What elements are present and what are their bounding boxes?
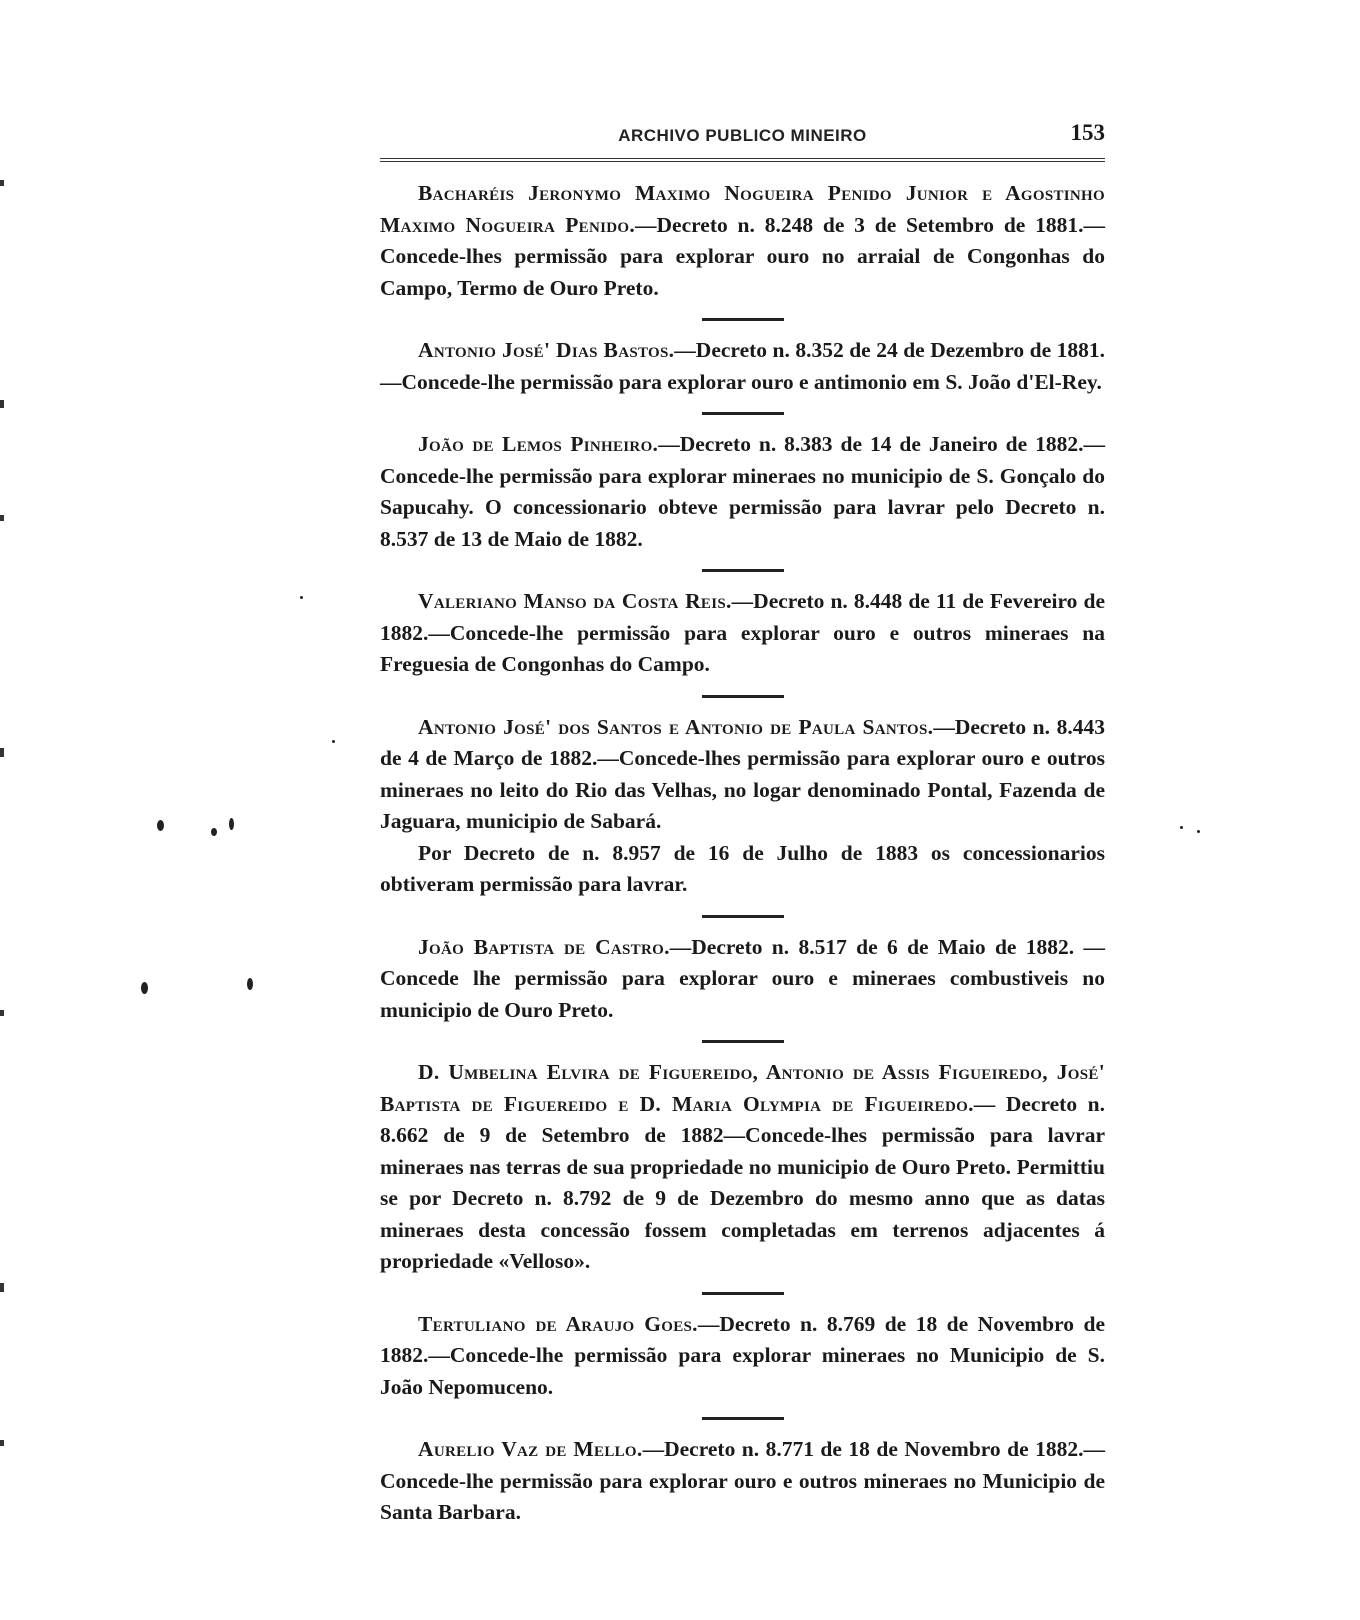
entry-paragraph [380, 932, 1105, 1027]
entry [380, 1057, 1105, 1278]
header-rule [380, 158, 1105, 162]
entry-paragraph: Por Decreto de n. 8.957 de 16 de Julho de 1883 os concessionarios obtiveram permissão para lavrar. [380, 840, 1105, 896]
entry-name: Antonio José' Dias Bastos. [418, 338, 675, 362]
running-title: ARCHIVO PUBLICO MINEIRO [618, 126, 867, 145]
entry-paragraph [380, 712, 1105, 838]
scan-speck [247, 978, 253, 990]
entry [380, 335, 1105, 398]
entry [380, 712, 1105, 901]
entry-name: Aurelio Vaz de Mello. [418, 1437, 643, 1461]
page-header [380, 120, 1105, 156]
entry [380, 429, 1105, 555]
entry [380, 586, 1105, 681]
page-body [380, 178, 1105, 1529]
entry-text: —Decreto n. 8.771 de 18 de Novembro de 1882.—Concede-lhe permissão para explorar ouro e outros mineraes no Municipio de Santa Barbara. [380, 1437, 1105, 1524]
entry-name: Antonio José' dos Santos e Antonio de Paula Santos. [418, 714, 934, 739]
section-divider [702, 1040, 784, 1043]
entry-text: —Decreto n. 8.443 de 4 de Março de 1882.—Concede-lhes permissão para explorar ouro e outros mineraes no leito do Rio das Velhas, no logar denominado Pontal, Fazenda de Jaguara, municipio de Sabará. [380, 714, 1105, 833]
scan-edge-mark [0, 748, 4, 757]
entry-text: —Decreto n. 8.248 de 3 de Setembro de 1881.—Concede-lhes permissão para explorar ouro no arraial de Congonhas do Campo, Termo de Ouro Preto. [380, 212, 1106, 300]
entry-paragraph [380, 586, 1105, 681]
entry-text: —Decreto n. 8.769 de 18 de Novembro de 1882.—Concede-lhe permissão para explorar mineraes no Municipio de S. João Nepomuceno. [380, 1311, 1105, 1399]
scan-speck [1180, 826, 1183, 829]
scan-edge-mark [0, 180, 4, 186]
entry-text: —Decreto n. 8.517 de 6 de Maio de 1882. —Concede lhe permissão para explorar ouro e mineraes combustiveis no municipio de Ouro Preto. [380, 934, 1106, 1022]
entry-text: —Decreto n. 8.383 de 14 de Janeiro de 1882.—Concede-lhe permissão para explorar mineraes no municipio de S. Gonçalo do Sapucahy. O concessionario obteve permissão para lavrar pelo Decreto n. 8.537 de 13 de Maio de 1882. [380, 432, 1105, 551]
section-divider [702, 915, 784, 918]
entry [380, 932, 1105, 1027]
scan-speck [300, 596, 303, 599]
scan-speck [141, 982, 148, 994]
entry-paragraph [380, 178, 1105, 304]
entry-name: Bacharéis Jeronymo Maximo Nogueira Penido Junior e Agostinho Maximo Nogueira Penido. [380, 181, 1105, 237]
entry-text: — Decreto n. 8.662 de 9 de Setembro de 1882—Concede-lhes permissão para lavrar mineraes nas terras de sua propriedade no municipio de Ouro Preto. Permittiu se por Decreto n. 8.792 de 9 de Dezembro do mesmo anno que as datas mineraes desta concessão fossem completadas em terrenos adjacentes á propriedade «Velloso». [380, 1091, 1105, 1273]
section-divider [702, 318, 784, 321]
entry-paragraph [380, 335, 1105, 398]
entry-name: João de Lemos Pinheiro. [418, 432, 659, 456]
scan-edge-mark [0, 400, 4, 408]
scan-speck [211, 828, 217, 836]
entry-paragraph [380, 1309, 1105, 1404]
entry-name: D. Umbelina Elvira de Figuereido, Antonio de Assis Figueiredo, José' Baptista de Figuereido e D. Maria Olympia de Figueiredo. [380, 1060, 1105, 1116]
scan-edge-mark [0, 1283, 4, 1292]
entry-paragraph [380, 1434, 1105, 1529]
section-divider [702, 569, 784, 572]
scan-speck [1197, 830, 1200, 833]
scan-edge-mark [0, 515, 4, 521]
entry-text: —Decreto n. 8.352 de 24 de Dezembro de 1881.—Concede-lhe permissão para explorar ouro e antimonio em S. João d'El-Rey. [380, 338, 1105, 394]
scan-speck [157, 820, 164, 831]
entry [380, 178, 1105, 304]
section-divider [702, 1292, 784, 1295]
scan-speck [229, 818, 234, 830]
section-divider [702, 1417, 784, 1420]
entry-name: Valeriano Manso da Costa Reis. [418, 589, 732, 613]
scan-edge-mark [0, 1440, 4, 1446]
entry-text: —Decreto n. 8.448 de 11 de Fevereiro de 1882.—Concede-lhe permissão para explorar ouro e outros mineraes na Freguesia de Congonhas do Campo. [380, 589, 1105, 676]
entry [380, 1309, 1105, 1404]
entry [380, 1434, 1105, 1529]
page-number: 153 [1070, 120, 1105, 145]
scan-edge-mark [0, 1010, 4, 1016]
entry-paragraph [380, 429, 1105, 555]
section-divider [702, 695, 784, 698]
entry-name: Tertuliano de Araujo Goes. [418, 1311, 698, 1336]
entry-paragraph [380, 1057, 1105, 1278]
section-divider [702, 412, 784, 415]
scan-speck [332, 740, 335, 743]
entry-name: João Baptista de Castro. [418, 934, 670, 959]
